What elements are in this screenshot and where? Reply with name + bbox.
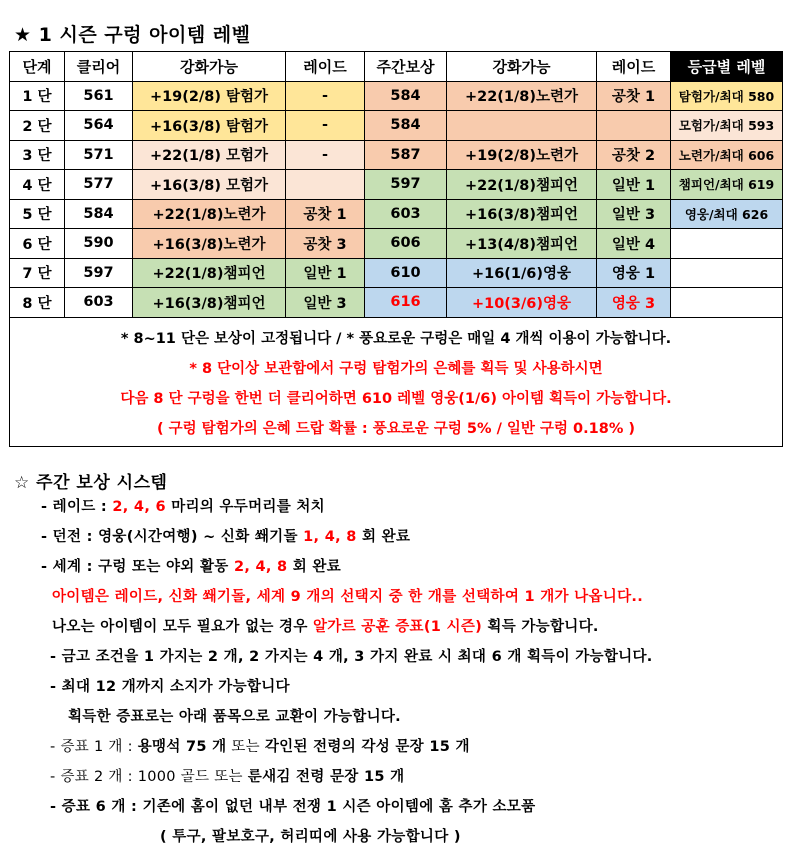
header-clear: 클리어 — [65, 52, 133, 82]
weekly-cell: 616 — [365, 288, 447, 318]
vault-line: - 금고 조건을 1 가지는 2 개, 2 가지는 4 개, 3 가지 완료 시 최대 6 개 획득이 가능합니다. — [50, 649, 653, 665]
header-raid-1: 레이드 — [286, 52, 365, 82]
enhance-2-cell: +22(1/8)노련가 — [447, 81, 597, 111]
header-weekly: 주간보상 — [365, 52, 447, 82]
enhance-2-cell: +16(3/8)챔피언 — [447, 199, 597, 229]
choice-line: 아이템은 레이드, 신화 쐐기돌, 세계 9 개의 선택지 중 한 개를 선택하여 1 개가 나옵니다.. — [52, 589, 644, 605]
grade-cell: 탐험가/최대 580 — [671, 81, 783, 111]
enhance-1-cell: +22(1/8)노련가 — [133, 199, 286, 229]
clear-cell: 584 — [65, 199, 133, 229]
raid-2-cell: 영웅 3 — [597, 288, 671, 318]
raid-1-cell: - — [286, 81, 365, 111]
grade-cell — [671, 288, 783, 318]
table-row — [10, 199, 783, 229]
enhance-1-cell: +22(1/8)챔피언 — [133, 258, 286, 288]
need-line: 나오는 아이템이 모두 필요가 없는 경우 알가르 공훈 증표(1 시즌) 획득 가능합니다. — [52, 619, 599, 635]
raid-counts: 2, 4, 6 — [112, 499, 166, 515]
raid-1-cell: 공찻 1 — [286, 199, 365, 229]
notes-cell — [10, 317, 783, 446]
grade-cell: 노련가/최대 606 — [671, 140, 783, 170]
stage-cell: 5 단 — [10, 199, 65, 229]
grade-cell: 영웅/최대 626 — [671, 199, 783, 229]
weekly-cell: 584 — [365, 81, 447, 111]
weekly-cell: 584 — [365, 111, 447, 141]
notes-row — [10, 317, 783, 446]
world-counts: 2, 4, 8 — [233, 559, 288, 575]
weekly-cell: 587 — [365, 140, 447, 170]
grade-cell: 모험가/최대 593 — [671, 111, 783, 141]
stage-cell: 2 단 — [10, 111, 65, 141]
grade-cell: 챔피언/최대 619 — [671, 170, 783, 200]
token6-sub-line: ( 투구, 팔보호구, 허리띠에 사용 가능합니다 ) — [160, 829, 461, 845]
stage-cell: 1 단 — [10, 81, 65, 111]
raid-1-cell — [286, 170, 365, 200]
token1-line: - 증표 1 개 : 용맹석 75 개 또는 각인된 전령의 각성 문장 15 개 — [50, 739, 470, 755]
note-explorer-grace: * 8 단이상 보관함에서 구렁 탐험가의 은혜를 획득 및 사용하시면 — [189, 360, 603, 377]
raid-line: - 레이드 : 2, 4, 6 마리의 우두머리를 처치 — [41, 499, 325, 515]
table-row — [10, 288, 783, 318]
note-hero-item: 다음 8 단 구렁을 한번 더 클리어하면 610 레벨 영웅(1/6) 아이템 획득이 가능합니다. — [120, 390, 672, 407]
raid-1-cell: 공찻 3 — [286, 229, 365, 259]
enhance-2-cell: +16(1/6)영웅 — [447, 258, 597, 288]
enhance-2-cell: +19(2/8)노련가 — [447, 140, 597, 170]
raid-2-cell: 영웅 1 — [597, 258, 671, 288]
header-stage: 단계 — [10, 52, 65, 82]
stage-cell: 3 단 — [10, 140, 65, 170]
raid-1-cell: 일반 1 — [286, 258, 365, 288]
note-drop-rate: ( 구렁 탐험가의 은혜 드랍 확률 : 풍요로운 구렁 5% / 일반 구렁 0.18% ) — [156, 420, 636, 437]
weekly-cell: 603 — [365, 199, 447, 229]
max-line: - 최대 12 개까지 소지가 가능합니다 — [50, 679, 290, 695]
raid-1-cell: - — [286, 140, 365, 170]
table-row — [10, 229, 783, 259]
raid-2-cell: 공찻 2 — [597, 140, 671, 170]
weekly-cell: 606 — [365, 229, 447, 259]
header-enhance-1: 강화가능 — [133, 52, 286, 82]
clear-cell: 564 — [65, 111, 133, 141]
raid-2-cell: 일반 3 — [597, 199, 671, 229]
clear-cell: 561 — [65, 81, 133, 111]
table-row — [10, 258, 783, 288]
enhance-1-cell: +22(1/8) 모험가 — [133, 140, 286, 170]
enhance-1-cell: +16(3/8) 탐험가 — [133, 111, 286, 141]
token2-line: - 증표 2 개 : 1000 골드 또는 룬새김 전령 문장 15 개 — [50, 769, 405, 785]
raid-2-cell: 일반 4 — [597, 229, 671, 259]
world-line: - 세계 : 구렁 또는 야외 활동 2, 4, 8 회 완료 — [41, 559, 342, 575]
item-level-table — [9, 51, 783, 447]
grade-cell — [671, 229, 783, 259]
note-fixed-reward: * 8~11 단은 보상이 고정됩니다 / * 풍요로운 구렁은 매일 4 개씩 이용이 가능합니다. — [120, 330, 672, 347]
enhance-1-cell: +16(3/8)챔피언 — [133, 288, 286, 318]
table-header-row — [10, 52, 783, 82]
table-row — [10, 81, 783, 111]
raid-2-cell — [597, 111, 671, 141]
enhance-2-cell — [447, 111, 597, 141]
table-row — [10, 170, 783, 200]
stage-cell: 6 단 — [10, 229, 65, 259]
dungeon-counts: 1, 4, 8 — [303, 529, 357, 545]
weekly-cell: 597 — [365, 170, 447, 200]
clear-cell: 590 — [65, 229, 133, 259]
section1-title: ★ 1 시즌 구렁 아이템 레벨 — [14, 24, 251, 46]
grade-cell — [671, 258, 783, 288]
raid-2-cell: 공찻 1 — [597, 81, 671, 111]
clear-cell: 577 — [65, 170, 133, 200]
dungeon-line: - 던전 : 영웅(시간여행) ~ 신화 쐐기돌 1, 4, 8 회 완료 — [41, 529, 411, 545]
stage-cell: 8 단 — [10, 288, 65, 318]
clear-cell: 603 — [65, 288, 133, 318]
token-name: 알가르 공훈 증표(1 시즌) — [313, 619, 483, 635]
exchange-line: 획득한 증표로는 아래 품목으로 교환이 가능합니다. — [68, 709, 401, 725]
enhance-1-cell: +19(2/8) 탐험가 — [133, 81, 286, 111]
enhance-2-cell: +13(4/8)챔피언 — [447, 229, 597, 259]
table-row — [10, 140, 783, 170]
header-grade-level: 등급별 레벨 — [671, 52, 783, 82]
clear-cell: 597 — [65, 258, 133, 288]
header-raid-2: 레이드 — [597, 52, 671, 82]
clear-cell: 571 — [65, 140, 133, 170]
stage-cell: 7 단 — [10, 258, 65, 288]
token6-line: - 증표 6 개 : 기존에 홈이 없던 내부 전쟁 1 시즌 아이템에 홈 추가 소모품 — [50, 799, 536, 815]
header-enhance-2: 강화가능 — [447, 52, 597, 82]
enhance-2-cell: +22(1/8)챔피언 — [447, 170, 597, 200]
table-row — [10, 111, 783, 141]
section2-title: ☆ 주간 보상 시스템 — [14, 473, 168, 493]
stage-cell: 4 단 — [10, 170, 65, 200]
raid-2-cell: 일반 1 — [597, 170, 671, 200]
enhance-2-cell: +10(3/6)영웅 — [447, 288, 597, 318]
weekly-cell: 610 — [365, 258, 447, 288]
enhance-1-cell: +16(3/8) 모험가 — [133, 170, 286, 200]
enhance-1-cell: +16(3/8)노련가 — [133, 229, 286, 259]
raid-1-cell: - — [286, 111, 365, 141]
raid-1-cell: 일반 3 — [286, 288, 365, 318]
